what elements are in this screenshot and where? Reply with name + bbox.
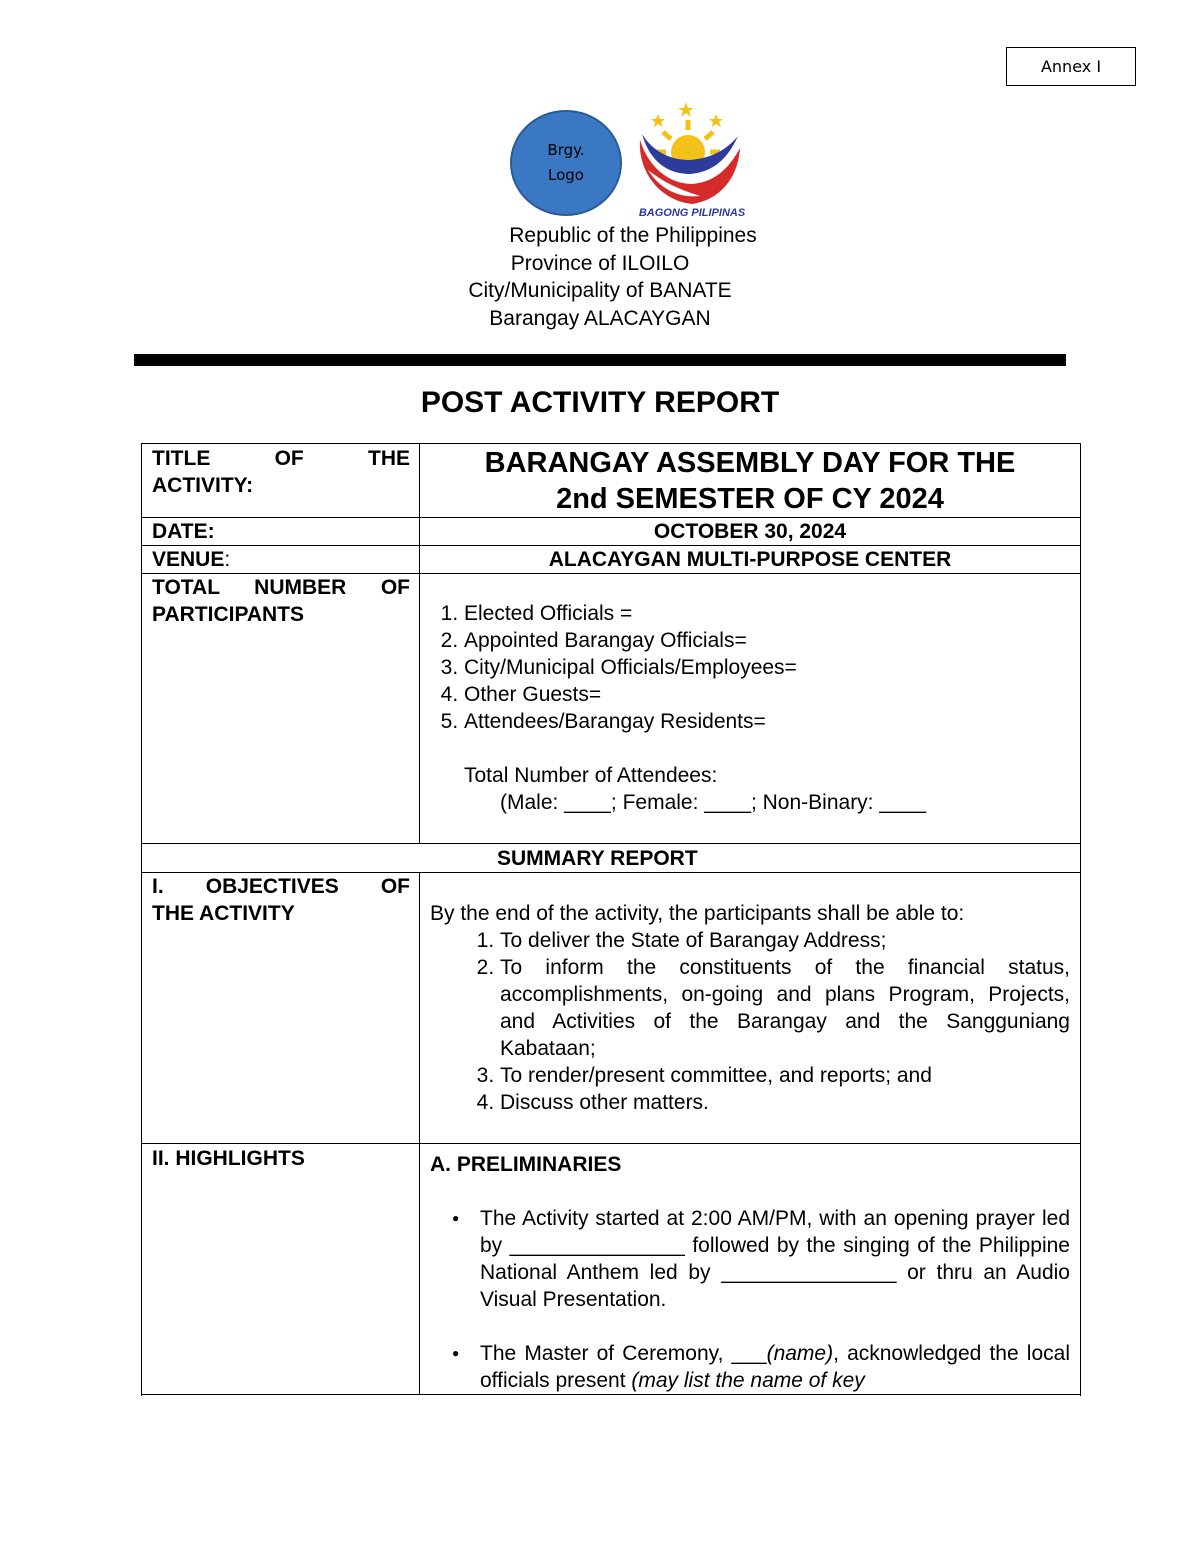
objectives-intro: By the end of the activity, the participants shall be able to: — [430, 902, 965, 925]
list-item: 3. To render/present committee, and reports; and — [500, 1062, 1070, 1089]
list-item: 5. Attendees/Barangay Residents= — [464, 708, 1070, 735]
participants-list — [430, 600, 1070, 816]
highlights-body — [430, 1151, 1070, 1394]
preliminaries-heading: A. PRELIMINARIES — [430, 1153, 622, 1176]
summary-report-heading: SUMMARY REPORT — [497, 847, 698, 870]
venue-value: ALACAYGAN MULTI-PURPOSE CENTER — [548, 548, 952, 571]
venue-label: VENUE: — [152, 548, 231, 571]
logo-line-2: Logo — [548, 166, 584, 184]
header-divider — [134, 354, 1066, 366]
header-line-1: Republic of the Philippines — [509, 224, 757, 247]
highlights-label: II. HIGHLIGHTS — [152, 1147, 305, 1170]
table-border — [142, 1394, 1080, 1395]
letterhead — [300, 222, 900, 332]
header-line-3: City/Municipality of BANATE — [468, 279, 732, 302]
annex-label: Annex I — [1006, 47, 1136, 86]
list-item: 2. Appointed Barangay Officials= — [464, 627, 1070, 654]
list-item: 1. Elected Officials = — [464, 600, 1070, 627]
header-line-4: Barangay ALACAYGAN — [489, 306, 711, 330]
bagong-pilipinas-logo-icon — [628, 100, 756, 220]
activity-title: BARANGAY ASSEMBLY DAY FOR THE 2nd SEMESTER OF CY 2024 — [484, 447, 1016, 515]
gender-breakdown: (Male: ____; Female: ____; Non-Binary: ____ — [500, 791, 927, 814]
participants-label: TOTAL NUMBER OF PARTICIPANTS — [152, 576, 410, 626]
list-item: ● The Master of Ceremony, ___(name), acknowledged the local officials present (may list the name of key — [480, 1340, 1070, 1394]
row-divider — [142, 1143, 1080, 1144]
column-divider — [419, 443, 420, 843]
total-attendees: Total Number of Attendees: — [464, 764, 718, 787]
logo-line-1: Brgy. — [547, 141, 585, 159]
barangay-logo-placeholder — [510, 110, 622, 216]
list-item: 4. Discuss other matters. — [500, 1089, 1070, 1116]
date-value: OCTOBER 30, 2024 — [653, 520, 847, 543]
list-item: 2. To inform the constituents of the financial status, accomplishments, on-going and plans Program, Projects, and Activities of the Barangay and the Sangguniang Kabataan; — [500, 954, 1070, 1062]
list-item: 3. City/Municipal Officials/Employees= — [464, 654, 1070, 681]
date-label: DATE: — [152, 520, 215, 543]
row-divider — [142, 843, 1080, 844]
seal-text: BAGONG PILIPINAS — [638, 207, 746, 219]
list-item: ● The Activity started at 2:00 AM/PM, with an opening prayer led by _______________ followed by the singing of the Philippine National Anthem led by _______________ or thru an Audio Visual Presentation. — [480, 1205, 1070, 1313]
report-table — [141, 443, 1081, 1396]
objectives-label: I. OBJECTIVES OF THE ACTIVITY — [152, 875, 410, 925]
list-item: 1. To deliver the State of Barangay Address; — [500, 927, 1070, 954]
title-label: TITLE OF THE ACTIVITY: — [152, 447, 410, 497]
header-line-2: Province of ILOILO — [510, 251, 690, 275]
list-item: 4. Other Guests= — [464, 681, 1070, 708]
report-title: POST ACTIVITY REPORT — [420, 386, 780, 419]
column-divider — [419, 872, 420, 1395]
objectives-body — [430, 900, 1070, 1116]
table-border — [142, 443, 1080, 444]
